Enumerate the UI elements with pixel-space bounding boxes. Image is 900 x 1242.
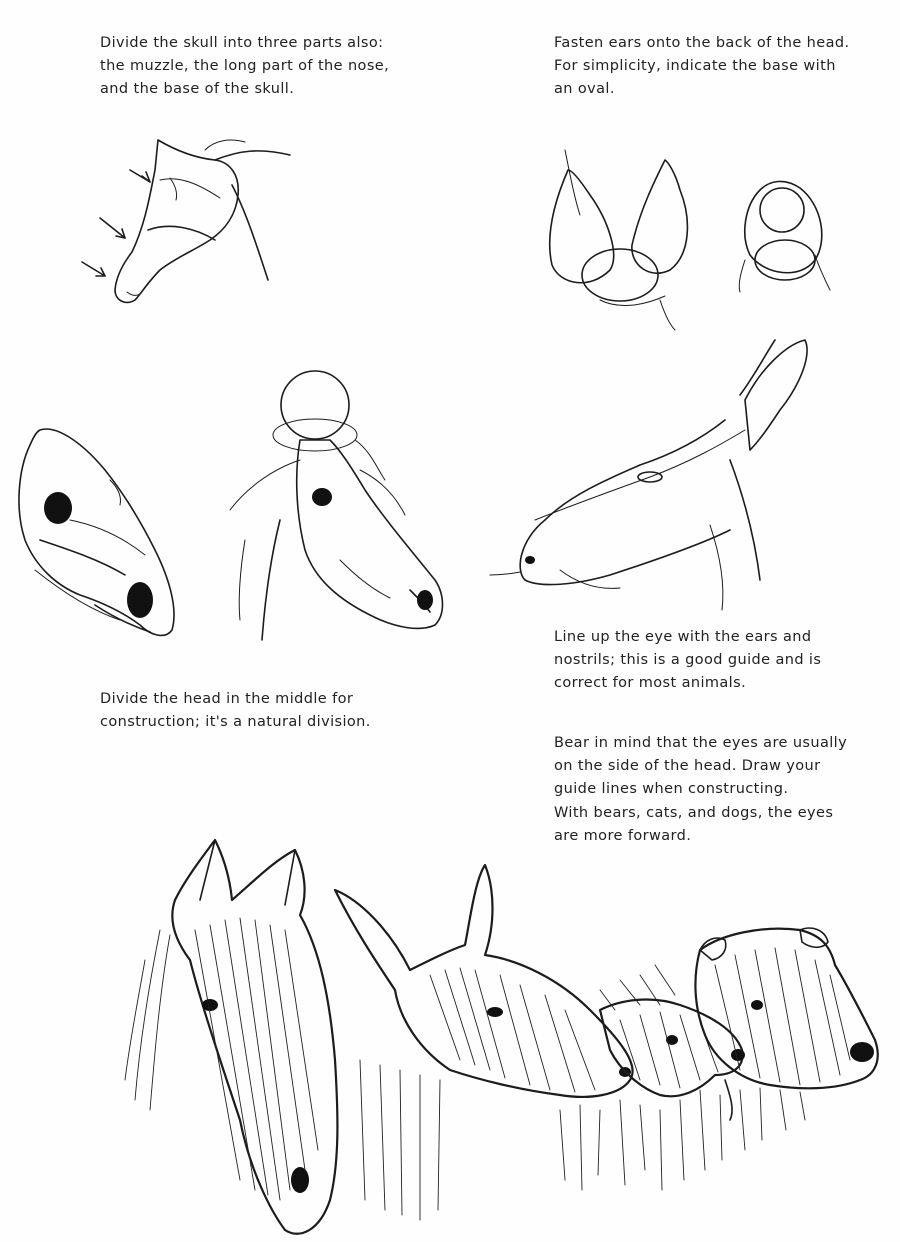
caption-line: nostrils; this is a good guide and is xyxy=(554,652,822,668)
horse-head-construction-drawing xyxy=(230,371,443,640)
caption-divide-head xyxy=(100,688,371,734)
deer-head-eye-line-drawing xyxy=(490,340,807,610)
caption-line: guide lines when constructing. xyxy=(554,781,789,797)
caption-line: construction; it's a natural division. xyxy=(100,714,371,730)
caption-line-up-eye xyxy=(554,626,821,695)
caption-line: the muzzle, the long part of the nose, xyxy=(100,58,390,74)
caption-line: on the side of the head. Draw your xyxy=(554,758,821,774)
caption-line: and the base of the skull. xyxy=(100,81,295,97)
horse-head-three-parts-drawing xyxy=(82,140,290,302)
caption-line: Divide the skull into three parts also: xyxy=(100,35,384,51)
caption-ears xyxy=(554,32,850,101)
caption-line: For simplicity, indicate the base with xyxy=(554,58,836,74)
caption-line: an oval. xyxy=(554,81,615,97)
horse-skull-drawing xyxy=(19,429,174,635)
ear-oval-base-drawing xyxy=(550,150,830,330)
caption-forward-eyes xyxy=(554,802,833,848)
caption-line: With bears, cats, and dogs, the eyes xyxy=(554,805,834,821)
caption-line: Bear in mind that the eyes are usually xyxy=(554,735,848,751)
caption-skull-parts xyxy=(100,32,389,101)
finished-heads-drawing xyxy=(125,840,878,1234)
caption-eyes-side xyxy=(554,732,847,801)
caption-line: Line up the eye with the ears and xyxy=(554,629,812,645)
caption-line: are more forward. xyxy=(554,828,692,844)
caption-line: Fasten ears onto the back of the head. xyxy=(554,35,850,51)
caption-line: Divide the head in the middle for xyxy=(100,691,354,707)
caption-line: correct for most animals. xyxy=(554,675,747,691)
